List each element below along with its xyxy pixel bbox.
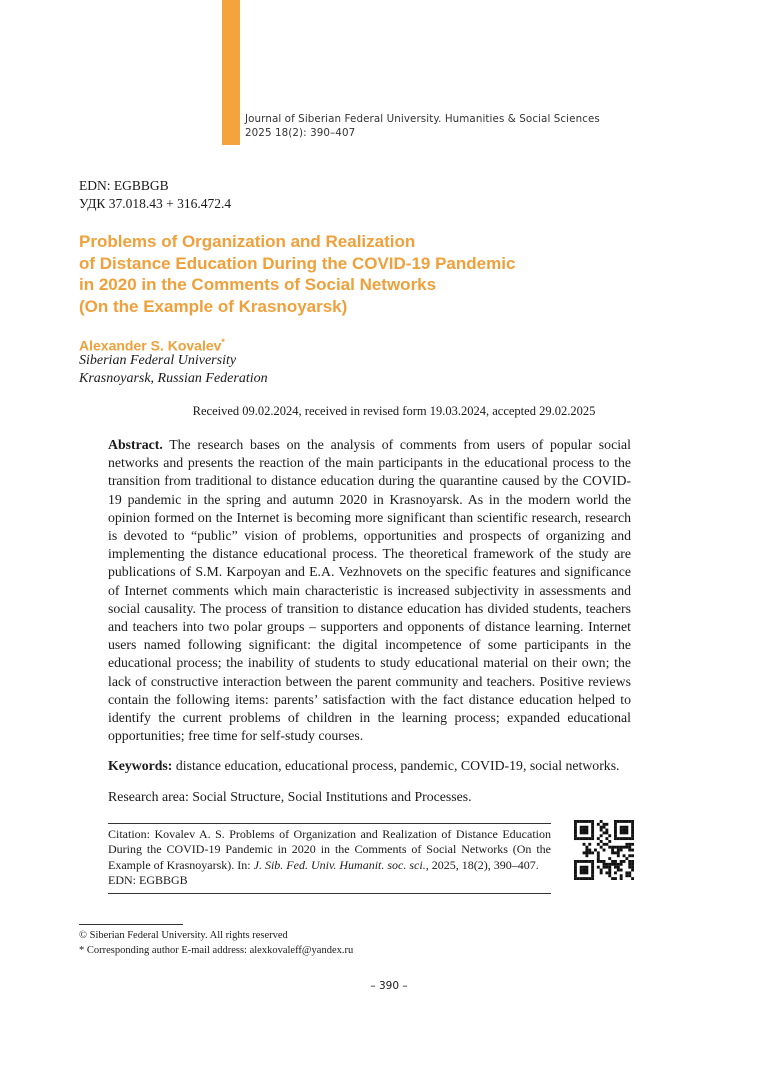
footnotes (79, 929, 353, 958)
keywords-text: distance education, educational process, pandemic, COVID-19, social networks. (175, 758, 620, 773)
edn-id: EDN: EGBBGB (79, 178, 169, 193)
article-title (79, 231, 639, 317)
title-line: in 2020 in the Comments of Social Networks (79, 275, 437, 294)
author-name: Alexander S. Kovalev (79, 337, 222, 354)
citation (108, 823, 551, 894)
keywords-label: Keywords: (108, 758, 173, 773)
affiliation (79, 352, 268, 388)
title-line: (On the Example of Krasnoyarsk) (79, 296, 348, 316)
affiliation-university: Siberian Federal University (79, 353, 237, 368)
keywords (108, 757, 638, 775)
citation-suffix: , 2025, 18(2), 390–407. (425, 857, 539, 872)
research-area: Research area: Social Structure, Social Institutions and Processes. (108, 789, 472, 804)
abstract-label: Abstract. (108, 437, 163, 452)
abstract (108, 436, 631, 745)
article-identifiers (79, 177, 231, 213)
title-line: of Distance Education During the COVID-19 Pandemic (79, 253, 516, 273)
qr-code-icon[interactable] (574, 820, 634, 880)
journal-header (245, 112, 600, 140)
corresponding-note: * Corresponding author E-mail address: alexkovaleff@yandex.ru (79, 944, 354, 956)
udk-id: УДК 37.018.43 + 316.472.4 (79, 196, 232, 211)
journal-name: Journal of Siberian Federal University. Humanities & Social Sciences (245, 113, 600, 125)
citation-journal: J. Sib. Fed. Univ. Humanit. soc. sci. (253, 857, 426, 872)
citation-edn: EDN: EGBBGB (108, 873, 188, 888)
citation-text: Citation: Kovalev A. S. Problems of Organization and Realization of Distance Education During the COVID-19 Pandemic in 2020 in the Comments of Social Networks (On the Example of Krasnoyarsk). In: (108, 827, 551, 872)
title-line: Problems of Organization and Realization (79, 232, 416, 251)
copyright-note: © Siberian Federal University. All rights reserved (79, 930, 288, 941)
author-mark: * (221, 337, 225, 347)
footnote-divider (79, 924, 183, 925)
abstract-text: The research bases on the analysis of comments from users of popular social networks and presents the reaction of the main participants in the educational process to the transition from traditional to distance education during the quarantine caused by the COVID-19 pandemic in the spring and autumn 2020 in Krasnoyarsk. As in the modern world the opinion formed on the Internet is becoming more significant than scientific research, research is devoted to “public” vision of problems, opportunities and prospects of organizing and implementing the distance educational process. The theoretical framework of the study are publications of S.M. Karpoyan and E.A. Vezhnovets on the specific features and significance of Internet comments which main characteristic is increased subjectivity in assessments and social causality. The process of transition to distance education has divided students, teachers and teachers into two polar groups – supporters and opponents of distance learning. Internet users named following significant: the digital incompetence of some participants in the educational process; the inability of students to study educational material on their own; the lack of constructive interaction between the parent community and teachers. Positive reviews contain the following items: parents’ satisfaction with the fact distance education helped to identify the current problems of children in the learning process; expanded educational opportunities; free time for self-study courses. (108, 437, 631, 744)
page-number: – 390 – (370, 980, 408, 992)
accent-bar (222, 0, 240, 145)
affiliation-location: Krasnoyarsk, Russian Federation (79, 371, 268, 386)
received-dates: Received 09.02.2024, received in revised form 19.03.2024, accepted 29.02.2025 (192, 404, 596, 418)
journal-issue: 2025 18(2): 390–407 (245, 127, 356, 139)
